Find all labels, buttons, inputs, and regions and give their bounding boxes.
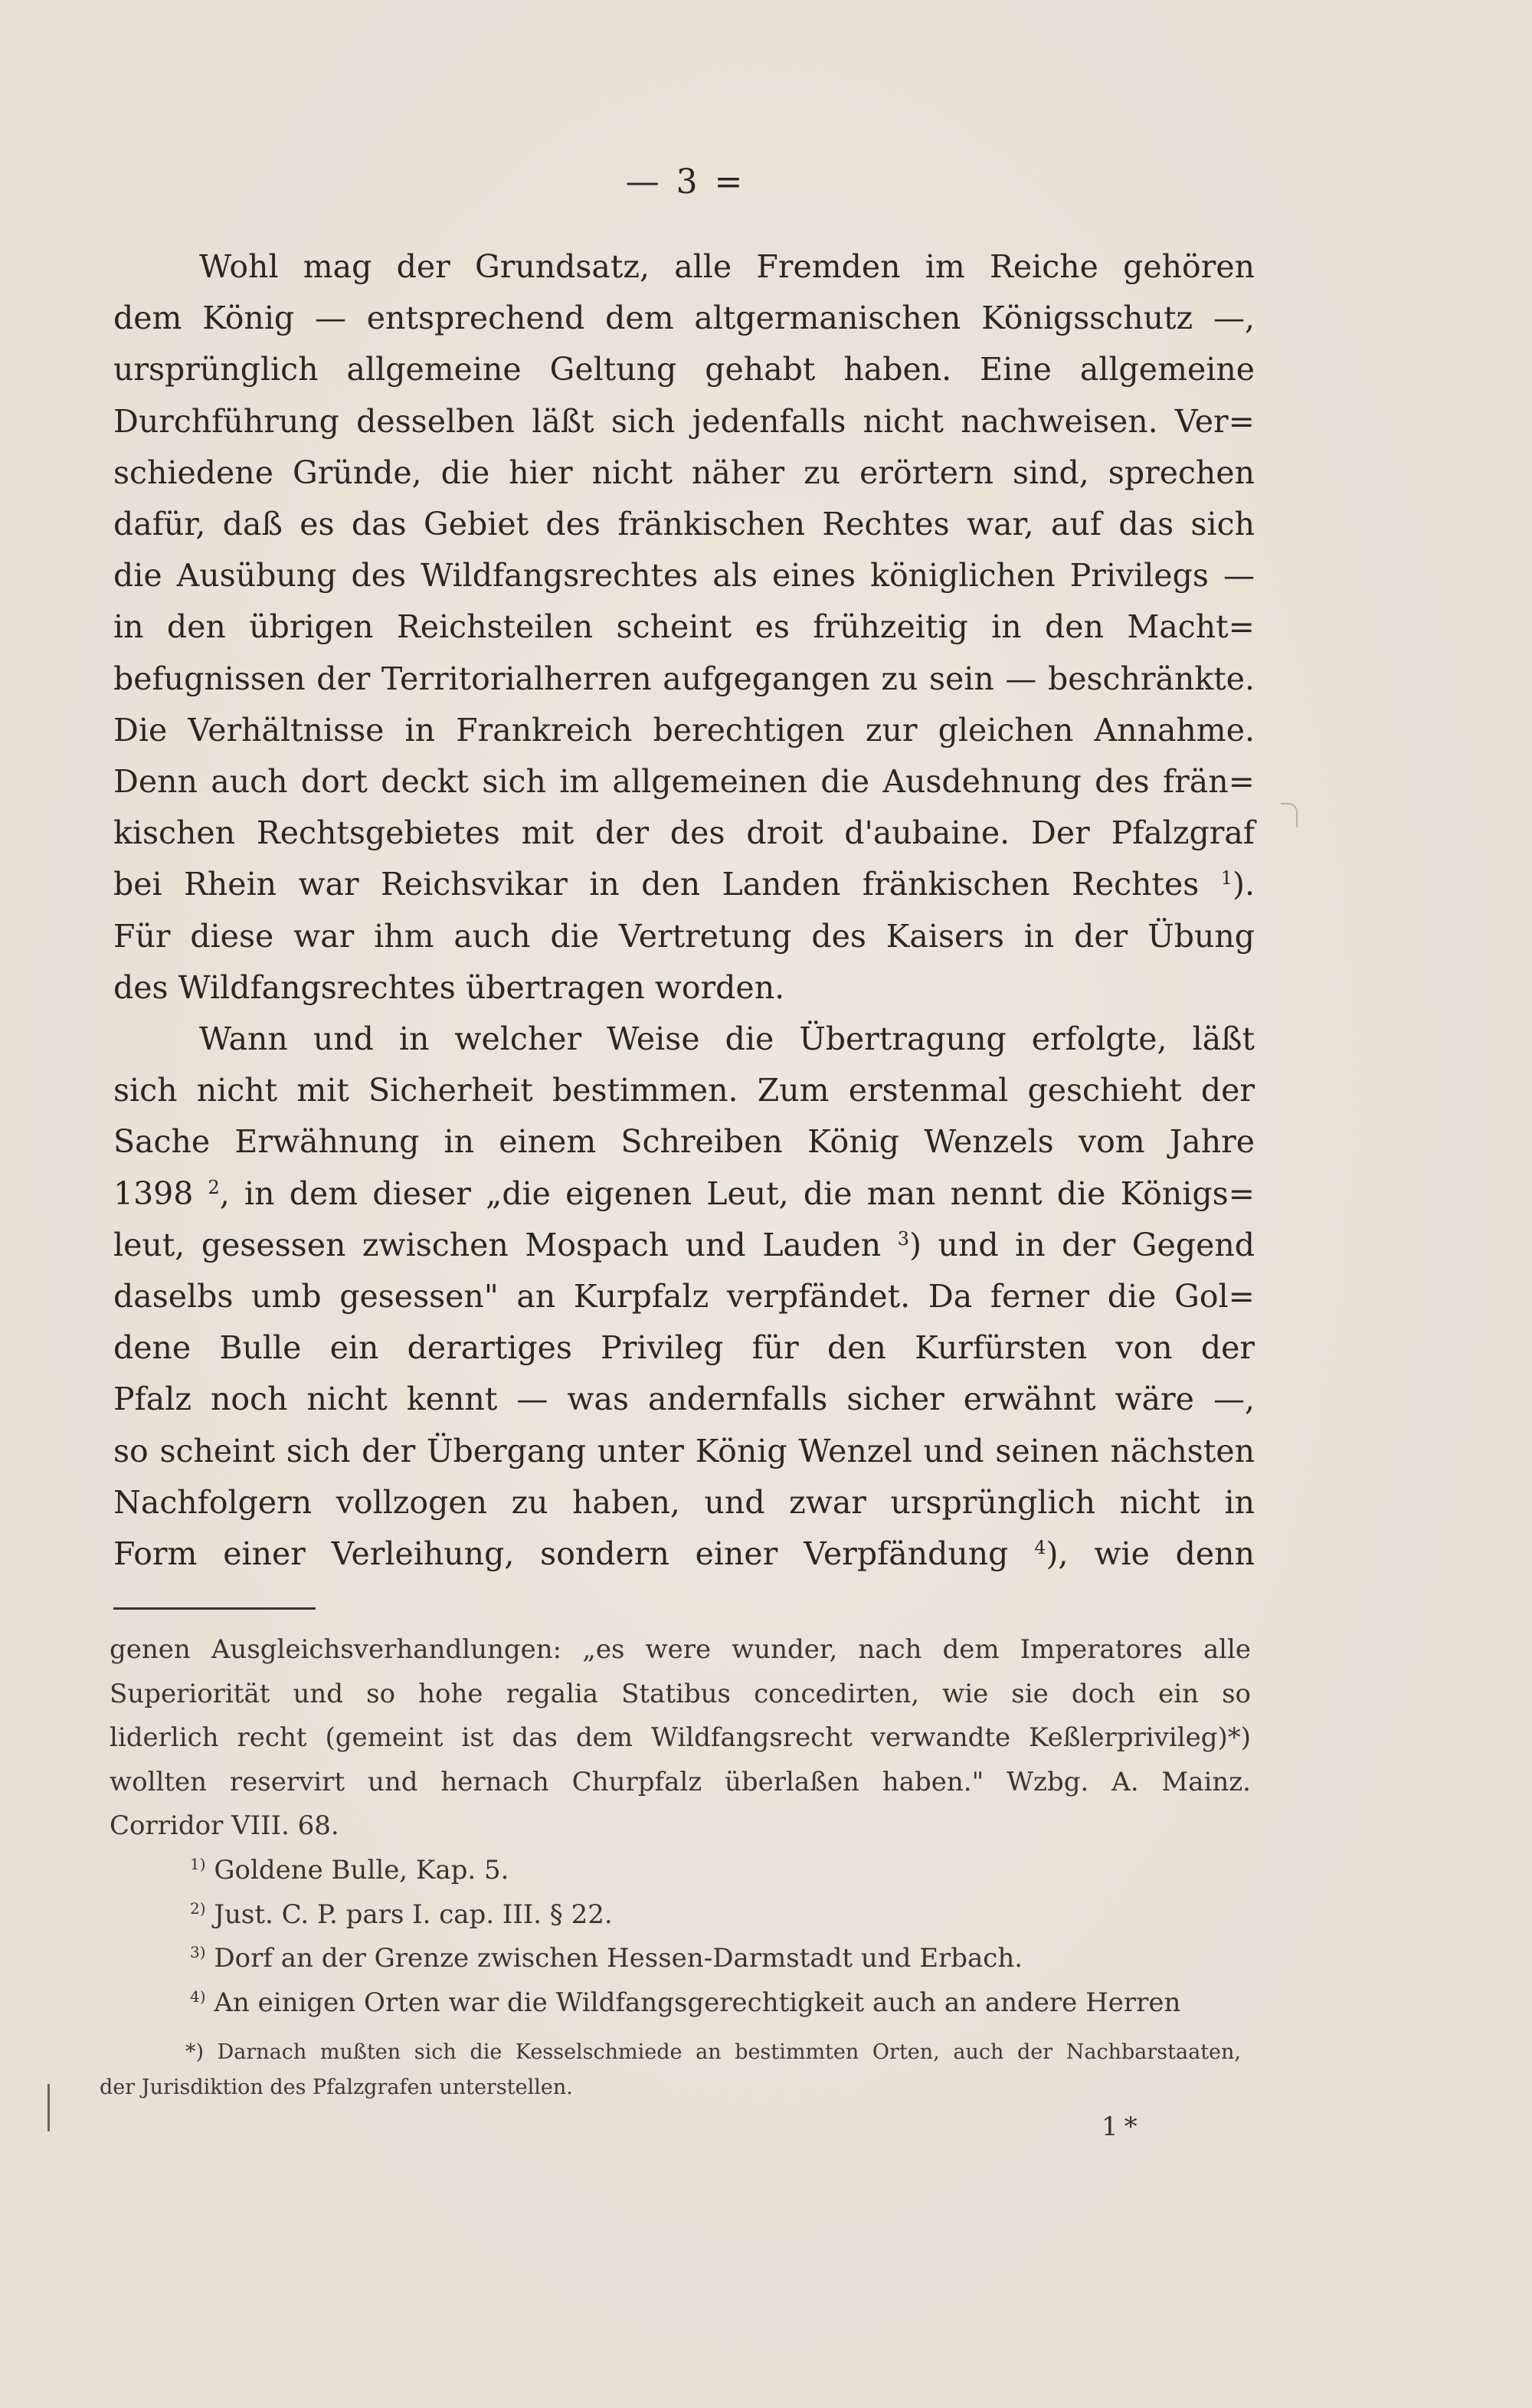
text-fragment: 1398: [113, 1175, 194, 1212]
sub-footnote: [100, 2035, 1241, 2105]
text-line: Für diese war ihm auch die Vertretung des Kaisers in der Übung: [113, 917, 1255, 955]
sub-footnote-line: *) Darnach mußten sich die Kesselschmiede an bestimmten Orten, auch der Nachbarstaaten,: [185, 2040, 1241, 2064]
footnote-continuation-line: liderlich recht (gemeint ist das dem Wildfangsrecht verwandte Keßlerprivileg)*): [110, 1722, 1251, 1754]
text-line: Wann und in welcher Weise die Übertragung erfolgte, läßt: [199, 1021, 1255, 1058]
text-line: Nachfolgern vollzogen zu haben, und zwar ursprünglich nicht in: [113, 1483, 1255, 1521]
footnote-ref-3: 3: [897, 1227, 910, 1250]
signature-mark: 1*: [1102, 2112, 1144, 2142]
text-fragment: leut, gesessen zwischen Mospach und Lauden: [113, 1226, 882, 1263]
text-line: dafür, daß es das Gebiet des fränkischen Rechtes war, auf das sich: [113, 506, 1255, 543]
text-line: Pfalz noch nicht kennt — was andernfalls sicher erwähnt wäre —,: [113, 1381, 1255, 1418]
text-line: dem König — entsprechend dem altgermanischen Königsschutz —,: [113, 300, 1255, 337]
footnote-ref-1: 1: [1220, 867, 1232, 889]
footnote-text: Just. C. P. pars I. cap. III. § 22.: [214, 1899, 613, 1930]
footnote-continuation-line: wollten reservirt und hernach Churpfalz überlaßen haben." Wzbg. A. Mainz.: [110, 1766, 1251, 1797]
text-line: in den übrigen Reichsteilen scheint es frühzeitig in den Macht=: [113, 608, 1255, 646]
footnote-4: [110, 1981, 1251, 2026]
footnote-continuation-line: Corridor VIII. 68.: [110, 1810, 339, 1842]
footnote-ref-2: 2: [208, 1176, 220, 1198]
paper-crease: [1281, 803, 1298, 827]
text-line: sich nicht mit Sicherheit bestimmen. Zum erstenmal geschieht der: [113, 1072, 1255, 1109]
main-text: [113, 241, 1255, 1580]
footnote-text: Goldene Bulle, Kap. 5.: [214, 1854, 509, 1885]
text-fragment: Form einer Verleihung, sondern einer Verpfändung: [113, 1535, 1009, 1573]
text-line: Wohl mag der Grundsatz, alle Fremden im Reiche gehören: [199, 248, 1255, 285]
text-line: ursprünglich allgemeine Geltung gehabt haben. Eine allgemeine: [113, 351, 1255, 388]
footnote-separator: [113, 1607, 316, 1610]
footnotes: [110, 1628, 1251, 2025]
text-fragment: ), wie denn: [1046, 1535, 1255, 1573]
text-line: schiedene Gründe, die hier nicht näher zu erörtern sind, sprechen: [113, 454, 1255, 491]
page-number: — 3 =: [625, 162, 746, 201]
footnote-mark: 1): [190, 1854, 206, 1873]
text-fragment: ).: [1232, 866, 1255, 903]
text-line: des Wildfangsrechtes übertragen worden.: [113, 968, 785, 1006]
text-line: [113, 1220, 1255, 1271]
footnote-mark: 4): [190, 1987, 206, 2006]
text-fragment: , in dem dieser „die eigenen Leut, die man nennt die Königs=: [219, 1175, 1255, 1212]
text-line: kischen Rechtsgebietes mit der des droit d'aubaine. Der Pfalzgraf: [113, 814, 1255, 852]
footnote-continuation-line: Superiorität und so hohe regalia Statibus concedirten, wie sie doch ein so: [110, 1678, 1251, 1709]
text-line: die Ausübung des Wildfangsrechtes als eines königlichen Privilegs —: [113, 557, 1255, 595]
footnote-mark: 3): [190, 1943, 206, 1962]
text-line: Sache Erwähnung in einem Schreiben König Wenzels vom Jahre: [113, 1123, 1255, 1161]
footnote-2: [110, 1893, 1251, 1938]
text-line: befugnissen der Territorialherren aufgegangen zu sein — beschränkte.: [113, 660, 1255, 697]
text-line: daselbs umb gesessen" an Kurpfalz verpfändet. Da ferner die Gol=: [113, 1278, 1255, 1315]
text-line: dene Bulle ein derartiges Privileg für den Kurfürsten von der: [113, 1329, 1255, 1367]
text-line: [113, 1528, 1255, 1580]
text-fragment: bei Rhein war Reichsvikar in den Landen fränkischen Rechtes: [113, 866, 1200, 903]
sub-footnote-line: der Jurisdiktion des Pfalzgrafen unterstellen.: [100, 2075, 573, 2099]
text-line: [113, 859, 1255, 910]
text-line: so scheint sich der Übergang unter König Wenzel und seinen nächsten: [113, 1432, 1255, 1469]
text-line: Durchführung desselben läßt sich jedenfalls nicht nachweisen. Ver=: [113, 402, 1255, 440]
footnote-3: [110, 1937, 1251, 1981]
text-line: [113, 1168, 1255, 1220]
text-fragment: ) und in der Gegend: [909, 1226, 1255, 1263]
footnote-text: Dorf an der Grenze zwischen Hessen-Darmstadt und Erbach.: [214, 1943, 1023, 1974]
footnote-ref-4: 4: [1034, 1537, 1046, 1559]
text-line: Denn auch dort deckt sich im allgemeinen die Ausdehnung des frän=: [113, 763, 1255, 801]
footnote-mark: 2): [190, 1899, 206, 1918]
footnote-continuation-line: genen Ausgleichsverhandlungen: „es were wunder, nach dem Imperatores alle: [110, 1634, 1251, 1665]
footnote-1: [110, 1849, 1251, 1893]
margin-mark: [47, 2084, 50, 2131]
text-line: Die Verhältnisse in Frankreich berechtigen zur gleichen Annahme.: [113, 711, 1255, 749]
footnote-text: An einigen Orten war die Wildfangsgerechtigkeit auch an andere Herren: [214, 1987, 1181, 2018]
